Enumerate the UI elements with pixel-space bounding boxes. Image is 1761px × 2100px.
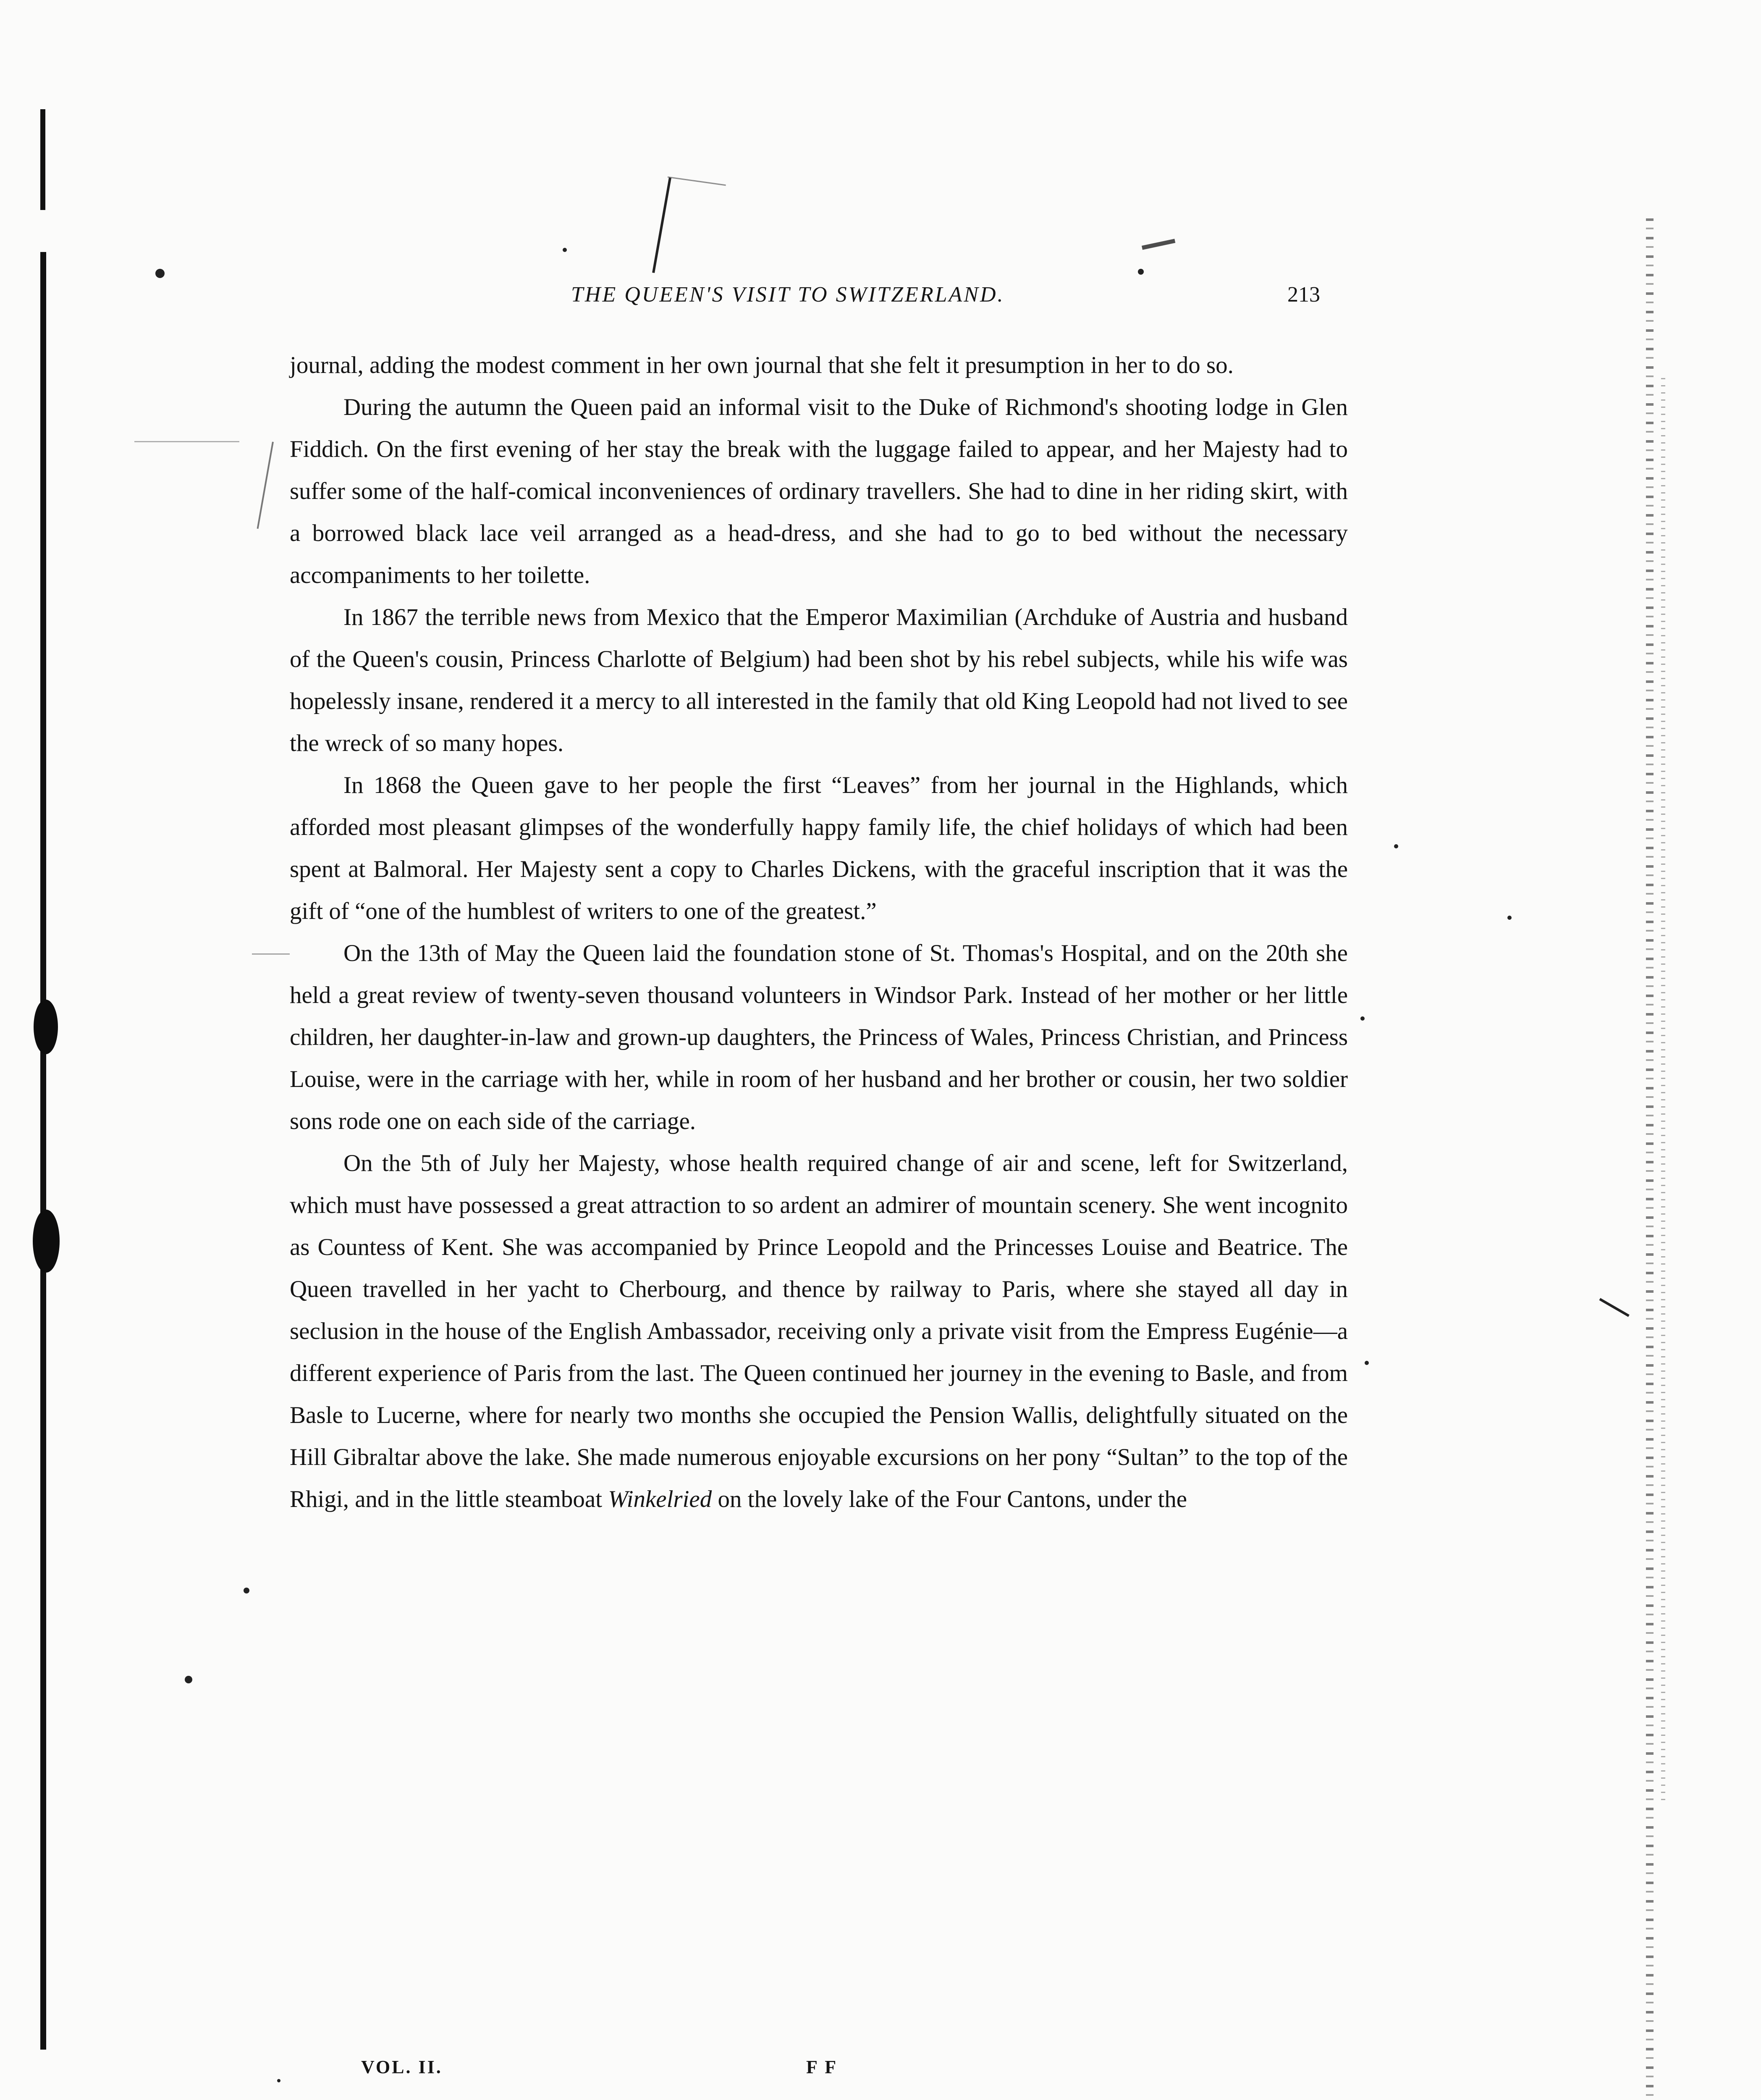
paragraph: On the 13th of May the Queen laid the foundation stone of St. Thomas's Hospital, and on the 20th she held a great review of twenty-seven thousand volunteers in Windsor Park. Instead of her mother or her little children, her daughter-in-law and grown-up daughters, the Princess of Wales, Princess Christian, and Princess Louise, were in the carriage with her, while in room of her husband and her brother or cousin, her two soldier sons rode one on each side of the carriage. bbox=[290, 940, 1348, 1134]
scan-edge-mark bbox=[40, 109, 45, 210]
scan-stray-mark bbox=[1599, 1298, 1630, 1317]
scan-speck bbox=[277, 2079, 280, 2082]
body-text bbox=[290, 344, 1348, 1520]
scan-speck bbox=[244, 1588, 249, 1593]
scan-ink-blot bbox=[33, 1210, 60, 1273]
signature-mark: F F bbox=[806, 2057, 838, 2077]
running-header-title: THE QUEEN'S VISIT TO SWITZERLAND. bbox=[571, 283, 1005, 307]
paragraph: In 1868 the Queen gave to her people the first “Leaves” from her journal in the Highlands, which afforded most pleasant glimpses of the wonderfully happy family life, the chief holidays of which had been spent at Balmoral. Her Majesty sent a copy to Charles Dickens, with the graceful inscription that it was the gift of “one of the humblest of writers to one of the greatest.” bbox=[290, 772, 1348, 924]
scan-stray-mark bbox=[257, 442, 274, 529]
scan-speck bbox=[1138, 269, 1144, 275]
scan-speck bbox=[1507, 916, 1512, 920]
scan-speck bbox=[1365, 1361, 1369, 1365]
scan-stray-mark bbox=[668, 176, 726, 186]
volume-label: VOL. II. bbox=[361, 2057, 443, 2077]
scan-right-edge bbox=[1661, 378, 1665, 1806]
scan-speck bbox=[563, 248, 567, 252]
page-number: 213 bbox=[1287, 283, 1320, 307]
scan-speck bbox=[1360, 1016, 1365, 1021]
paragraph-text: On the 5th of July her Majesty, whose health required change of air and scene, left for Switzerland, which must have possessed a great attraction to so ardent an admirer of mountain scenery. She went incognito as Countess of Kent. She was accompanied by Prince Leopold and the Princesses Louise and Beatrice. The Queen travelled in her yacht to Cherbourg, and thence by railway to Paris, where she stayed all day in seclusion in the house of the English Ambassador, receiving only a private visit from the Empress Eugénie—a different experience of Paris from the last. The Queen continued her journey in the evening to Basle, and from Basle to Lucerne, where for nearly two months she occupied the Pension Wallis, delightfully situated on the Hill Gibraltar above the lake. She made numerous enjoyable excursions on her pony “Sultan” to the top of the Rhigi, and in the little steamboat bbox=[290, 1150, 1348, 1512]
paragraph: In 1867 the terrible news from Mexico that the Emperor Maximilian (Archduke of Austria and husband of the Queen's cousin, Princess Charlotte of Belgium) had been shot by his rebel subjects, while his wife was hopelessly insane, rendered it a mercy to all interested in the family that old King Leopold had not lived to see the wreck of so many hopes. bbox=[290, 604, 1348, 756]
scan-speck bbox=[155, 269, 165, 278]
scan-stray-mark bbox=[652, 177, 671, 273]
scan-stray-mark bbox=[1142, 239, 1175, 249]
ship-name-italic: Winkelried bbox=[608, 1486, 712, 1512]
paragraph: During the autumn the Queen paid an informal visit to the Duke of Richmond's shooting lodge in Glen Fiddich. On the first evening of her stay the break with the luggage failed to appear, and her Majesty had to suffer some of the half-comical inconveniences of ordinary travellers. She had to dine in her riding skirt, with a borrowed black lace veil arranged as a head-dress, and she had to go to bed without the necessary accompaniments to her toilette. bbox=[290, 394, 1348, 588]
scan-binding-edge bbox=[40, 252, 46, 2050]
scan-stray-mark bbox=[134, 441, 239, 442]
scan-speck bbox=[185, 1676, 192, 1683]
paragraph bbox=[290, 1142, 1348, 1520]
scan-ink-blot bbox=[34, 1000, 58, 1054]
scan-speck bbox=[1394, 844, 1398, 848]
paragraph-text: on the lovely lake of the Four Cantons, under the bbox=[712, 1486, 1187, 1512]
paragraph: journal, adding the modest comment in her own journal that she felt it presumption in her to do so. bbox=[290, 352, 1234, 378]
scan-right-edge bbox=[1646, 218, 1654, 2100]
scan-stray-mark bbox=[252, 953, 290, 955]
